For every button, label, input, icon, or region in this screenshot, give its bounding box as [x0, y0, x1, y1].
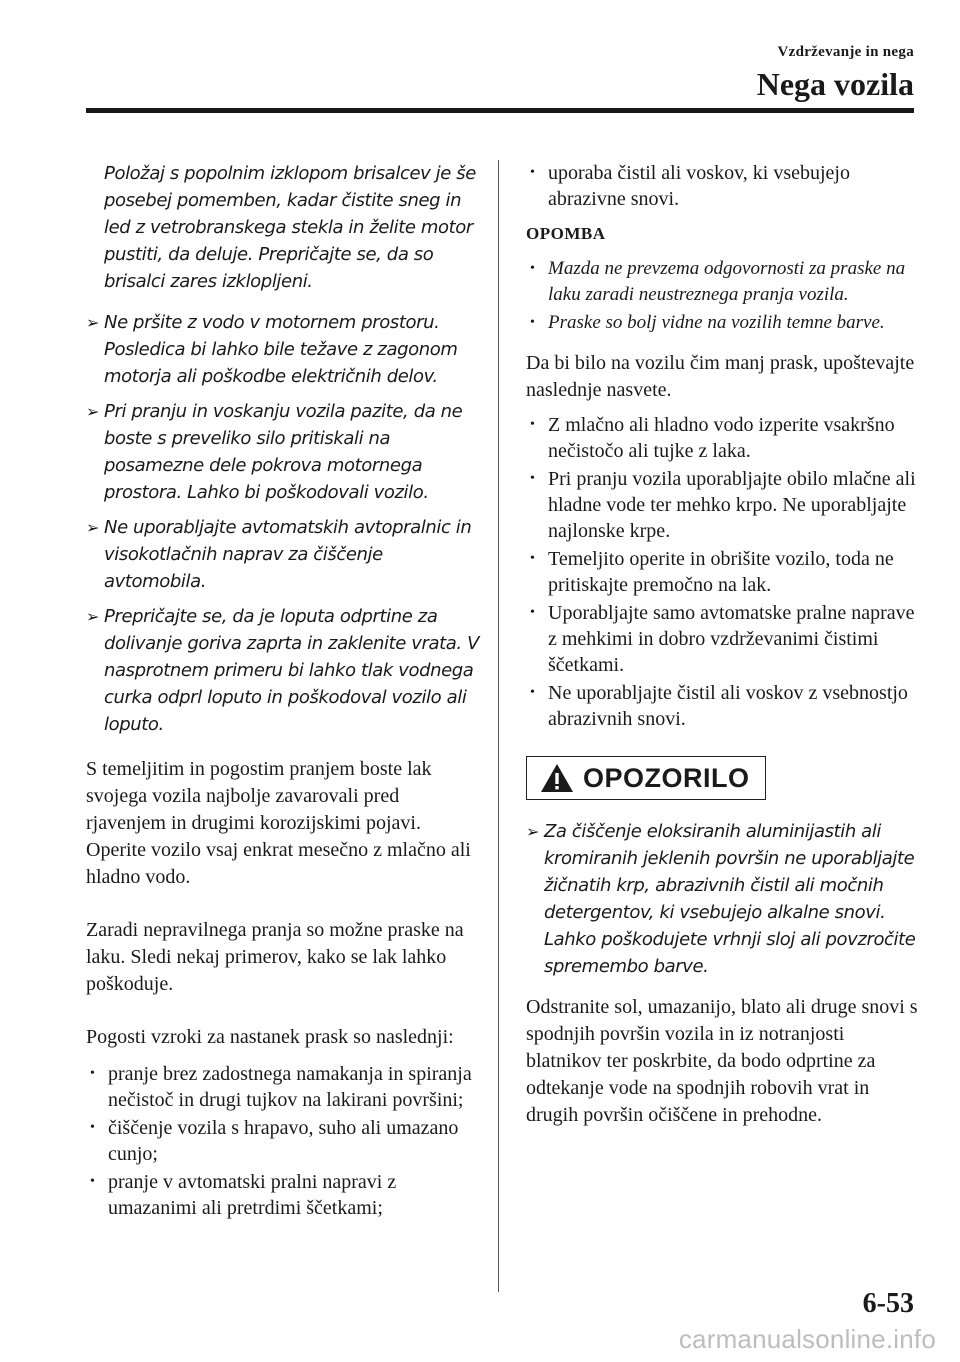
- warning-item: [86, 603, 481, 738]
- header-section: Vzdrževanje in nega: [777, 44, 914, 60]
- arrow-marker-icon: ➢: [86, 518, 100, 537]
- wiper-warning-paragraph: Položaj s popolnim izklopom brisalcev je še posebej pomemben, kadar čistite sneg in led z vetrobranskega stekla in želite motor pustiti, da deluje. Prepričajte se, da so brisalci zares izklopljeni.: [104, 163, 476, 292]
- right-column: [526, 160, 918, 1155]
- left-column: [86, 160, 481, 1237]
- note-title: OPOMBA: [526, 224, 606, 243]
- arrow-marker-icon: ➢: [86, 607, 100, 626]
- header-rule: [86, 108, 914, 113]
- arrow-marker-icon: ➢: [86, 313, 100, 332]
- bullet-icon: •: [90, 1066, 95, 1081]
- bullet-icon: •: [90, 1120, 95, 1135]
- bullet-icon: •: [530, 551, 535, 566]
- arrow-marker-icon: ➢: [526, 822, 540, 841]
- warning-label: OPOZORILO: [583, 762, 750, 793]
- warning-triangle-icon: [539, 762, 575, 794]
- bullet-icon: •: [530, 165, 535, 180]
- warning-item: [86, 514, 481, 595]
- page-number: 6-53: [862, 1288, 914, 1319]
- warning-item-text: Prepričajte se, da je loputa odprtine za dolivanje goriva zaprta in zaklenite vrata. V nasprotnem primeru bi lahko tlak vodnega curka odprl loputo in poškodoval vozilo ali loputo.: [104, 606, 479, 735]
- underbody-cleaning-paragraph: Odstranite sol, umazanijo, blato ali druge snovi s spodnjih površin vozila in iz notranjosti blatnikov ter poskrbite, da bodo odprtine za odtekanje vode na spodnjih robovih vrat in drugih površin očiščene in prehodne.: [526, 996, 918, 1126]
- bullet-icon: •: [530, 605, 535, 620]
- list-item: • Temeljito operite in obrišite vozilo, toda ne pritiskajte premočno na lak.: [530, 548, 894, 596]
- tips-intro-paragraph: Da bi bilo na vozilu čim manj prask, upoštevajte naslednje nasvete.: [526, 352, 915, 401]
- bullet-icon: •: [530, 471, 535, 486]
- bullet-icon: •: [530, 261, 535, 276]
- washing-paragraph: S temeljitim in pogostim pranjem boste lak svojega vozila najbolje zavarovali pred rjavenjem in drugimi korozijskimi pojavi. Operite vozilo vsaj enkrat mesečno z mlačno ali hladno vodo.: [86, 758, 471, 888]
- warning-item-text: Ne uporabljajte avtomatskih avtopralnic in visokotlačnih naprav za čiščenje avtomobila.: [104, 517, 472, 592]
- bullet-icon: •: [530, 417, 535, 432]
- list-item: • pranje brez zadostnega namakanja in spiranja nečistoč in drugi tujkov na lakirani površini;: [90, 1063, 472, 1111]
- list-item: • Mazda ne prevzema odgovornosti za praske na laku zaradi neustreznega pranja vozila.: [530, 258, 906, 305]
- column-divider: [498, 160, 499, 1292]
- causes-intro-paragraph: Pogosti vzroki za nastanek prask so naslednji:: [86, 1026, 454, 1048]
- note-list: [526, 256, 918, 336]
- warning-item-text: Pri pranju in voskanju vozila pazite, da ne boste s preveliko silo pritiskali na posamezne dele pokrova motornega prostora. Lahko bi poškodovali vozilo.: [104, 401, 463, 503]
- list-item: • čiščenje vozila s hrapavo, suho ali umazano cunjo;: [90, 1117, 459, 1165]
- bullet-icon: •: [90, 1174, 95, 1189]
- list-item: • Ne uporabljajte čistil ali voskov z vsebnostjo abrazivnih snovi.: [530, 682, 908, 730]
- warning-box: [526, 756, 766, 800]
- bullet-icon: •: [530, 315, 535, 330]
- header-title: Nega vozila: [756, 66, 914, 102]
- causes-list: [86, 1061, 481, 1221]
- warning-item-text: Za čiščenje eloksiranih aluminijastih ali kromiranih jeklenih površin ne uporabljajte žičnatih krp, abrazivnih čistil ali močnih detergentov, ki vsebujejo alkalne snovi. Lahko poškodujete vrhnji sloj ali povzročite spremembo barve.: [544, 821, 916, 977]
- bullet-icon: •: [530, 685, 535, 700]
- list-item: • Pri pranju vozila uporabljajte obilo mlačne ali hladne vode ter mehko krpo. Ne uporabljajte najlonske krpe.: [530, 468, 916, 542]
- watermark: carmanualsonline.info: [678, 1324, 936, 1354]
- scratches-paragraph: Zaradi nepravilnega pranja so možne praske na laku. Sledi nekaj primerov, kako se lak lahko poškoduje.: [86, 919, 464, 995]
- list-item: • pranje v avtomatski pralni napravi z umazanimi ali pretrdimi ščetkami;: [90, 1171, 397, 1219]
- causes-list-continued: [526, 160, 918, 212]
- warning-item: [86, 309, 481, 390]
- warning-item: [526, 818, 918, 980]
- list-item: • Z mlačno ali hladno vodo izperite vsakršno nečistočo ali tujke z laka.: [530, 414, 895, 462]
- list-item: • Praske so bolj vidne na vozilih temne barve.: [526, 310, 918, 336]
- warning-item: [86, 398, 481, 506]
- list-item: • Uporabljajte samo avtomatske pralne naprave z mehkimi in dobro vzdrževanimi čistimi ščetkami.: [530, 602, 915, 676]
- tips-list: [526, 412, 918, 732]
- list-item: • uporaba čistil ali voskov, ki vsebujejo abrazivne snovi.: [530, 162, 850, 210]
- arrow-marker-icon: ➢: [86, 402, 100, 421]
- warning-item-text: Ne pršite z vodo v motornem prostoru. Posledica bi lahko bile težave z zagonom motorja ali poškodbe električnih delov.: [104, 312, 458, 387]
